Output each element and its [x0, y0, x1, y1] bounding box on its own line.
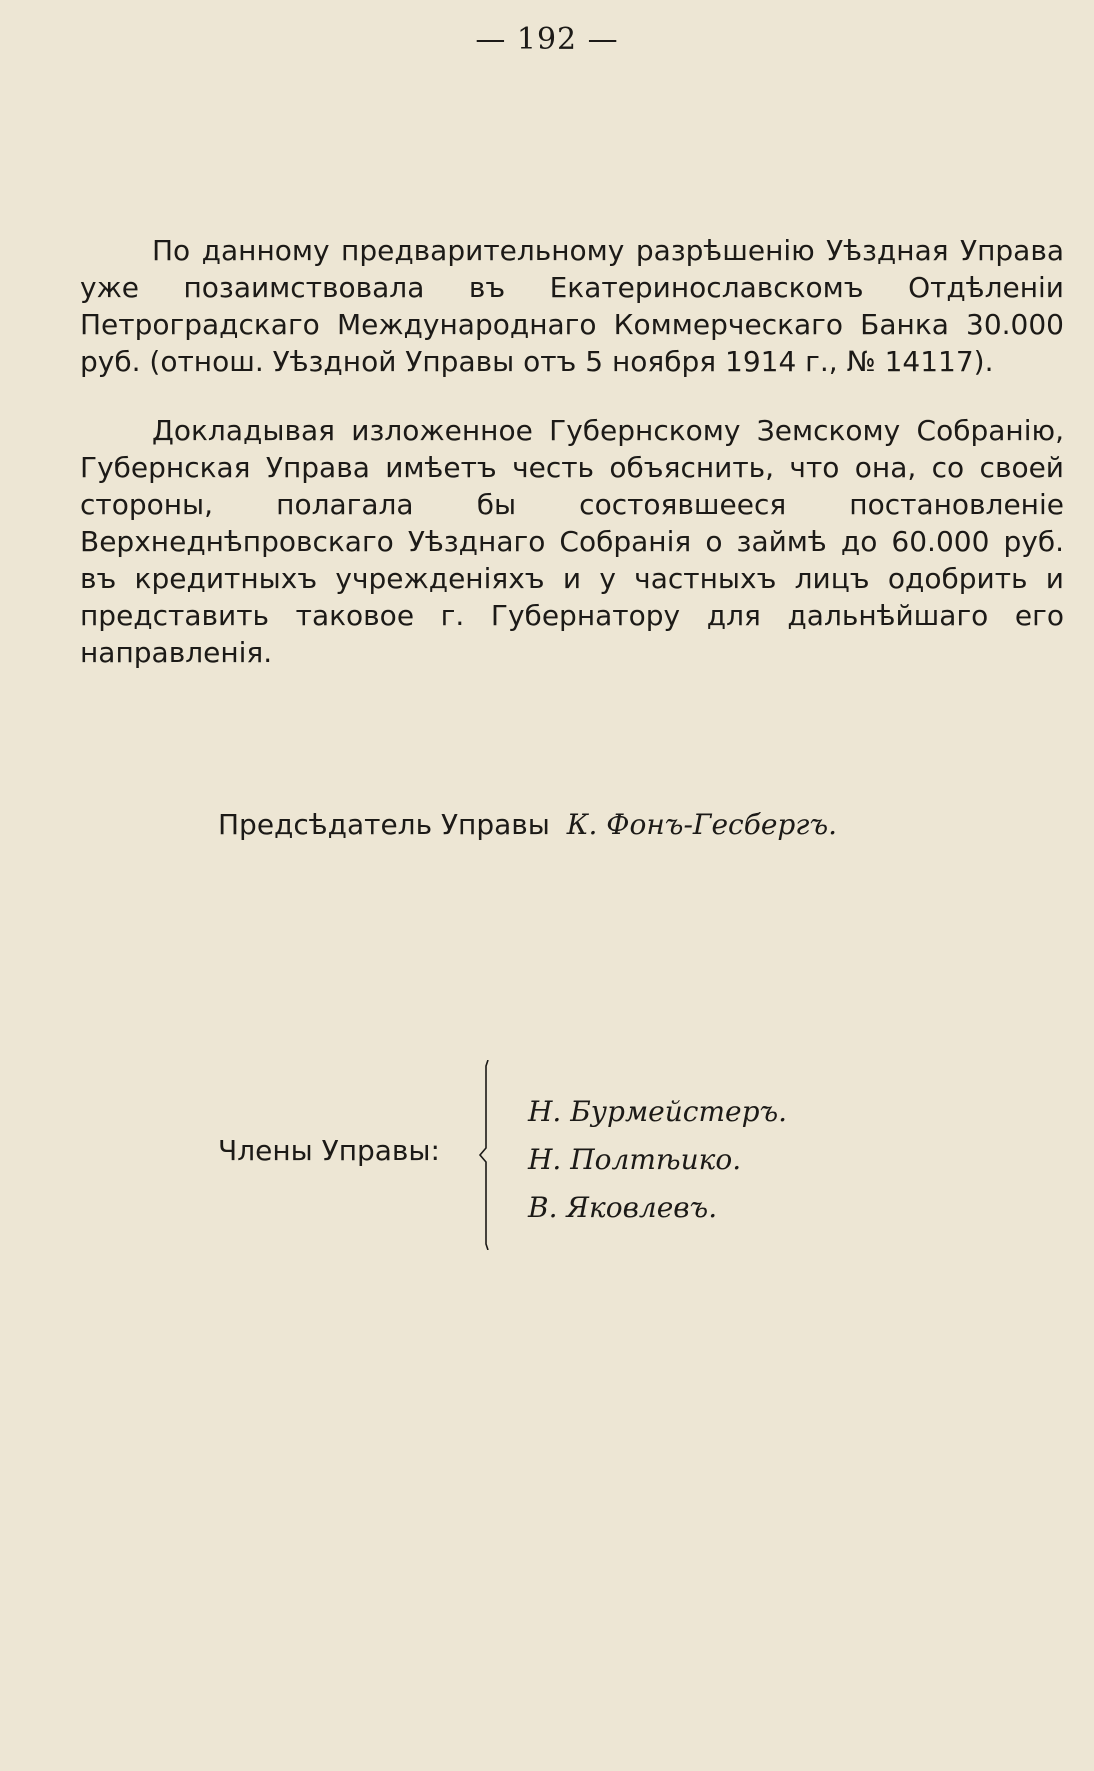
chairman-line	[218, 808, 837, 841]
chairman-label: Предсѣдатель Управы	[218, 808, 550, 841]
members-label: Члены Управы:	[218, 1134, 440, 1167]
paragraph-report: Докладывая изложенное Губернскому Земскому Собранію, Губернская Управа имѣетъ честь объяснить, что она, со своей стороны, полагала бы состоявшееся постановленіе Верхнеднѣпровскаго Уѣзднаго Собранія о займѣ до 60.000 руб. въ кредитныхъ учрежденіяхъ и у частныхъ лицъ одобрить и представить таковое г. Губернатору для дальнѣйшаго его направленія.	[80, 414, 1064, 669]
member-name: Н. Бурмейстеръ.	[528, 1095, 788, 1128]
page-number: — 192 —	[475, 22, 619, 57]
paragraph-loan-info: По данному предварительному разрѣшенію Уѣздная Управа уже позаимствовала въ Екатеринославскомъ Отдѣленіи Петроградскаго Международнаго Коммерческаго Банка 30.000 руб. (отнош. Уѣздной Управы отъ 5 ноября 1914 г., № 14117).	[80, 234, 1064, 378]
members-brace	[478, 1060, 492, 1250]
members-list	[528, 1088, 787, 1232]
chairman-signature: К. Фонъ-Гесбергъ.	[566, 808, 838, 841]
member-name: Н. Полтѣико.	[528, 1143, 742, 1176]
member-name: В. Яковлевъ.	[528, 1191, 718, 1224]
